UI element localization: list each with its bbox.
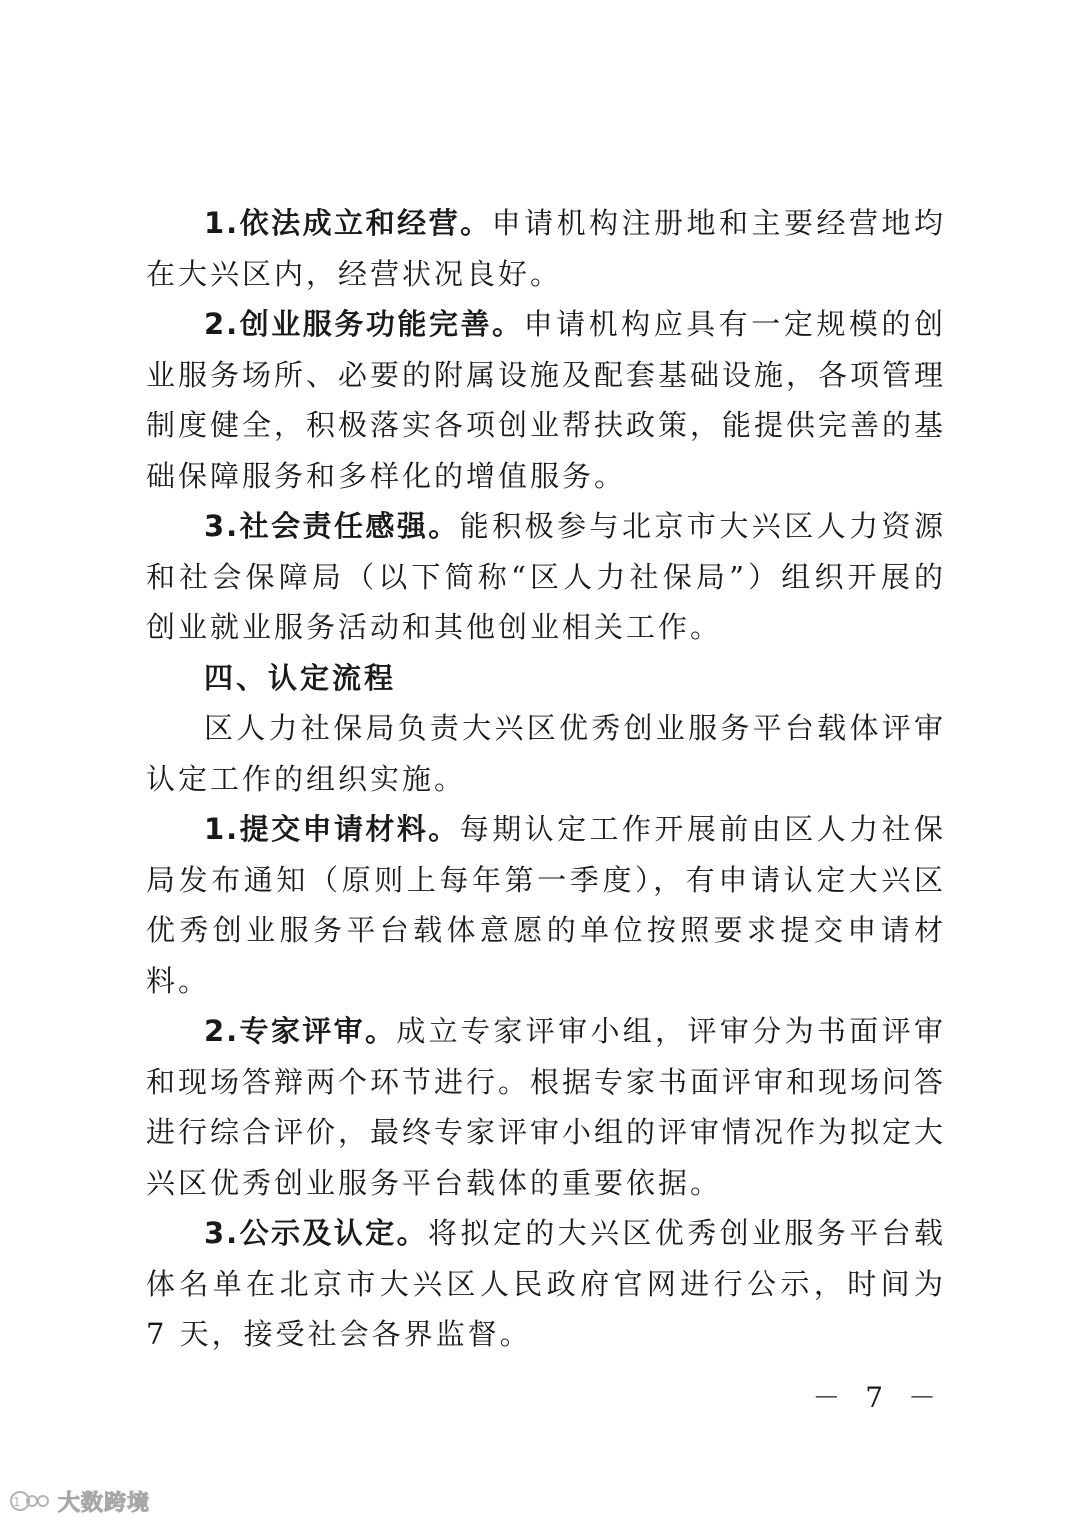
step-body: 将拟定的大兴区优秀创业服务平台载体名单在北京市大兴区人民政府官网进行公示，时间为 7 天，接受社会各界监督。: [146, 1216, 946, 1351]
brand-logo-icon: [8, 1489, 52, 1513]
paragraph-requirement-1: [146, 198, 946, 299]
paragraph-body: 能积极参与北京市大兴区人力资源和社会保障局（以下简称“区人力社保局”）组织开展的创业就业服务活动和其他创业相关工作。: [146, 509, 946, 644]
paragraph-body: 申请机构应具有一定规模的创业服务场所、必要的附属设施及配套基础设施，各项管理制度健全，积极落实各项创业帮扶政策，能提供完善的基础保障服务和多样化的增值服务。: [146, 307, 947, 493]
step-lead: 3.公示及认定。: [204, 1216, 428, 1250]
paragraph-lead: 3.社会责任感强。: [204, 509, 460, 543]
paragraph-requirement-3: [146, 501, 946, 653]
watermark-text: 大数跨境: [58, 1490, 151, 1516]
step-body: 每期认定工作开展前由区人力社保局发布通知（原则上每年第一季度），有申请认定大兴区优秀创业服务平台载体意愿的单位按照要求提交申请材料。: [146, 812, 946, 998]
svg-text:1: 1: [13, 1495, 21, 1509]
paragraph-lead: 1.依法成立和经营。: [204, 206, 492, 240]
process-step-2: [146, 1006, 946, 1208]
document-body: [146, 198, 946, 1360]
paragraph-body: 申请机构注册地和主要经营地均在大兴区内，经营状况良好。: [146, 206, 946, 291]
section-intro: 区人力社保局负责大兴区优秀创业服务平台载体评审认定工作的组织实施。: [146, 711, 946, 796]
paragraph-requirement-2: [146, 299, 946, 501]
section-heading: 四、认定流程: [204, 660, 397, 695]
process-step-3: [146, 1208, 946, 1360]
step-lead: 1.提交申请材料。: [204, 812, 460, 846]
step-lead: 2.专家评审。: [204, 1014, 397, 1048]
step-body: 成立专家评审小组，评审分为书面评审和现场答辩两个环节进行。根据专家书面评审和现场问答进行综合评价，最终专家评审小组的评审情况作为拟定大兴区优秀创业服务平台载体的重要依据。: [146, 1014, 947, 1200]
paragraph-lead: 2.创业服务功能完善。: [204, 307, 524, 341]
process-step-1: [146, 804, 946, 1006]
page-number: － 7 －: [812, 1381, 944, 1414]
watermark: [8, 1486, 150, 1516]
